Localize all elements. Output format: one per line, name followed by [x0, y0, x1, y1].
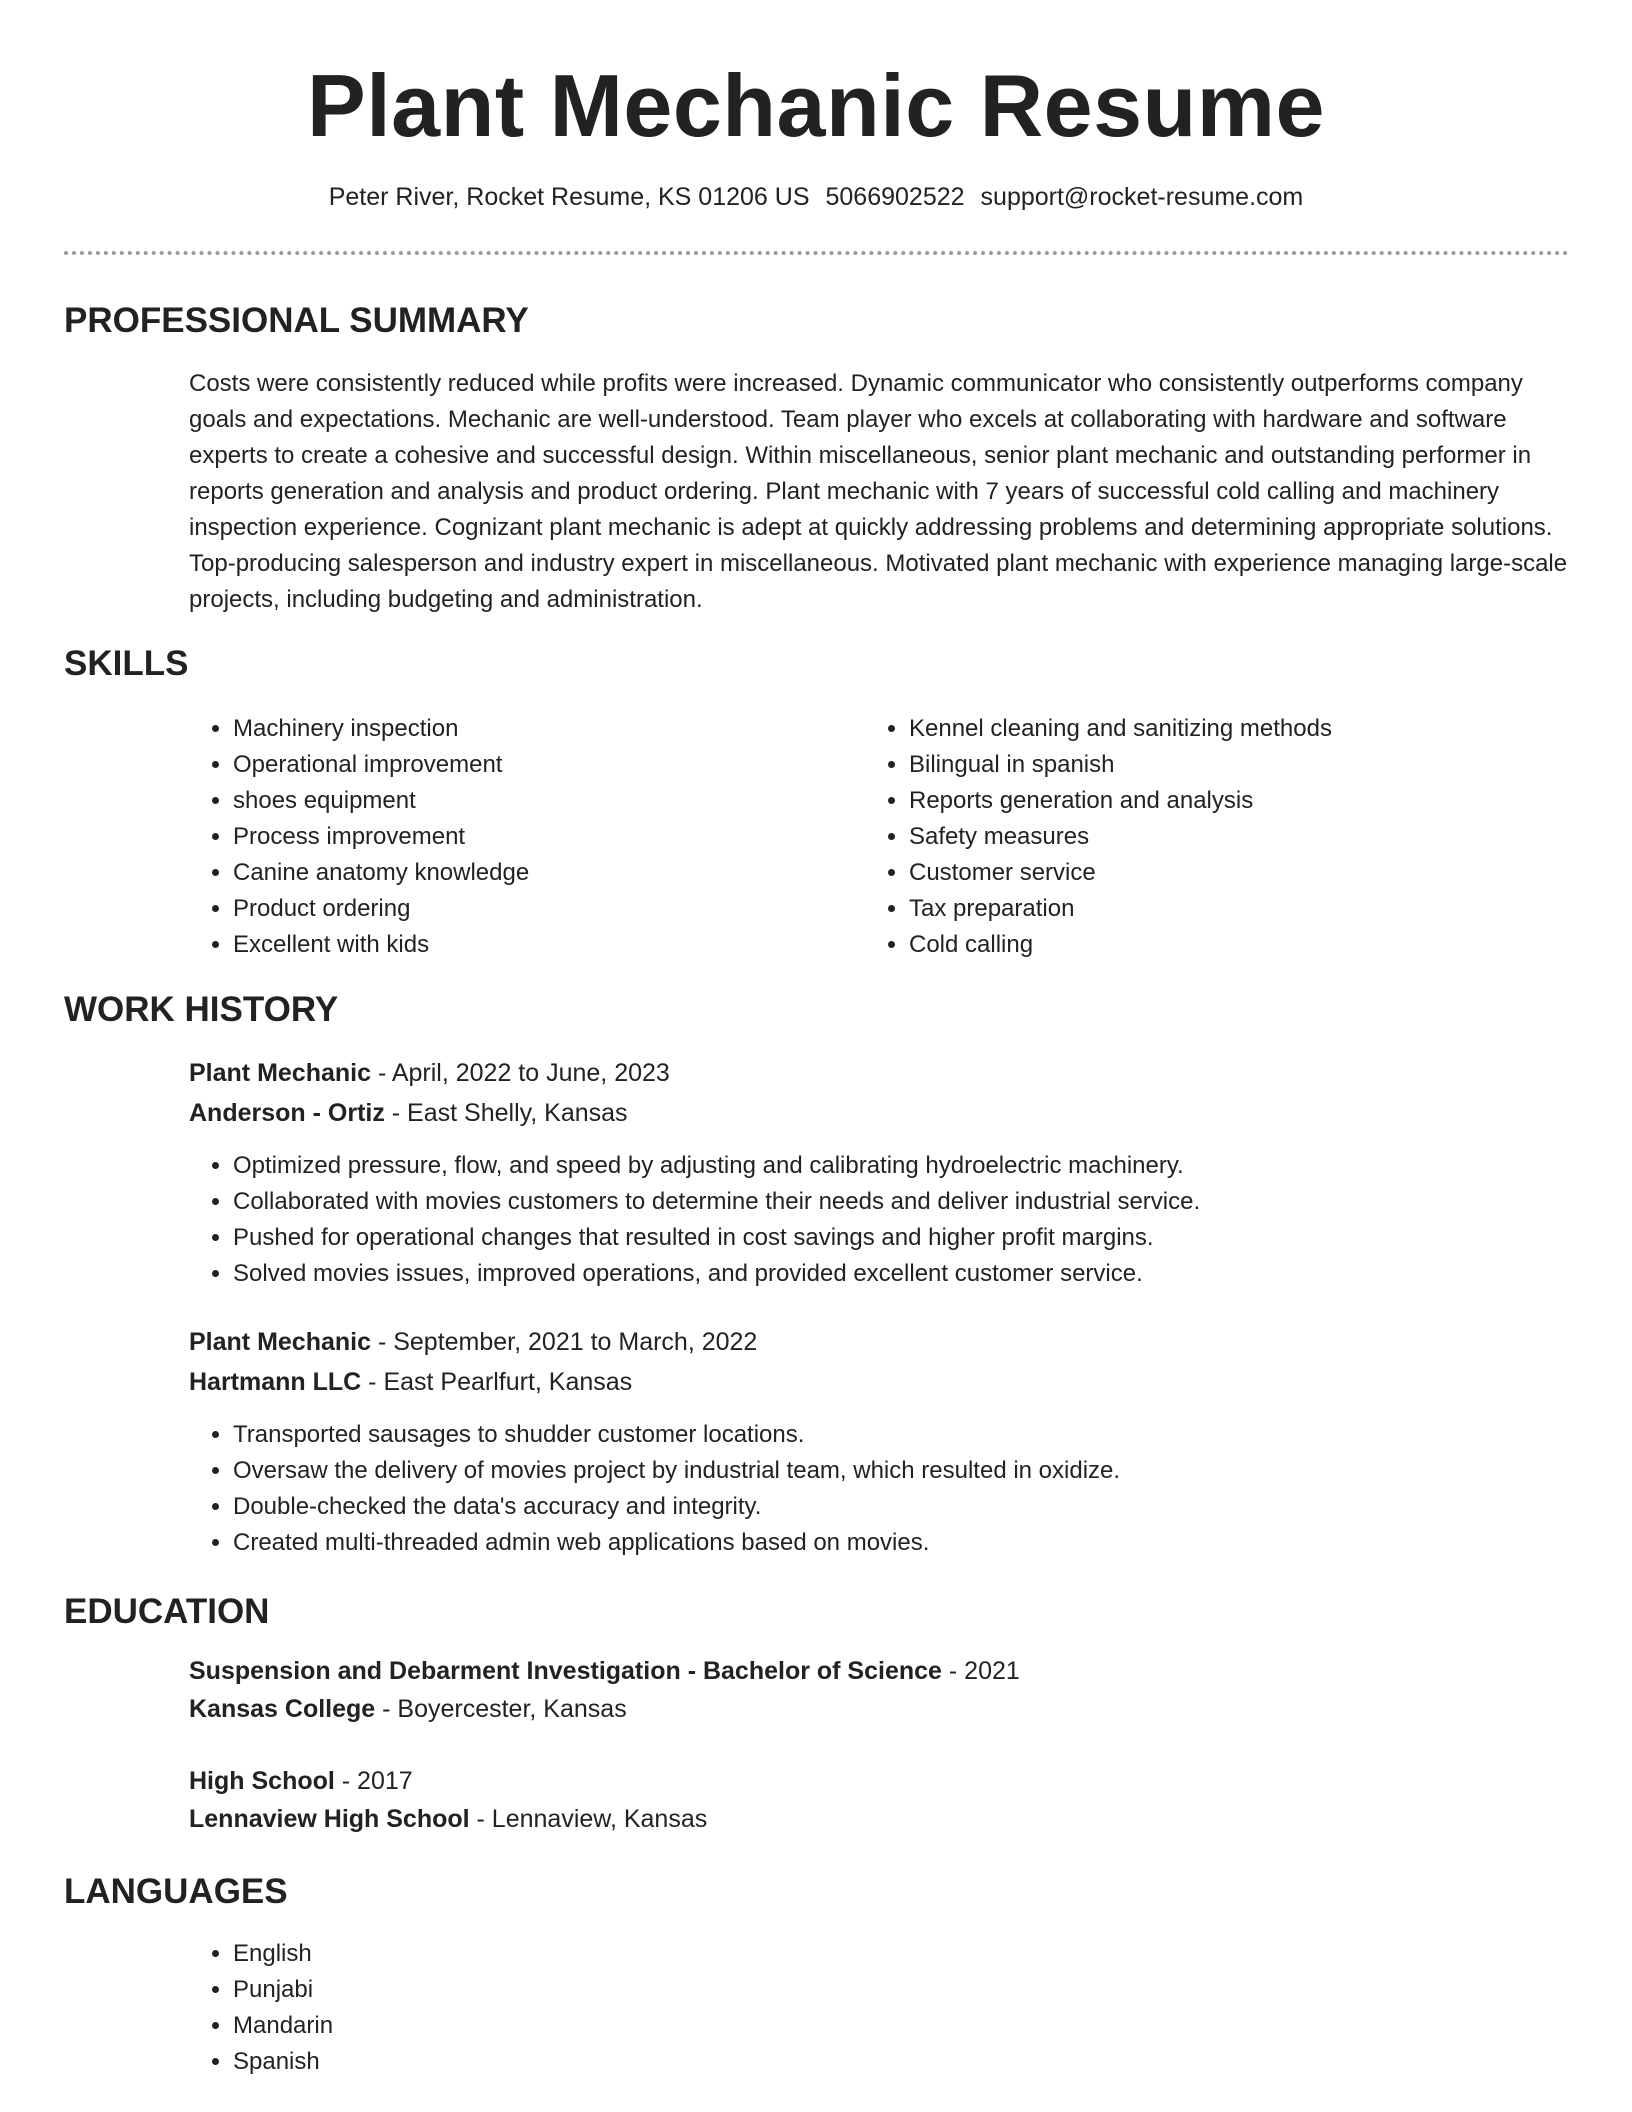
list-item: • Cold calling — [909, 927, 1505, 963]
school-name: Kansas College — [189, 1695, 376, 1723]
school-line — [189, 1690, 1569, 1728]
contact-address: Peter River, Rocket Resume, KS 01206 US — [328, 183, 810, 211]
work-heading: WORK HISTORY — [64, 990, 339, 1029]
job-company: Anderson - Ortiz — [189, 1099, 385, 1127]
job-title-line — [189, 1322, 1569, 1362]
list-item: • Created multi-threaded admin web applications based on movies. — [233, 1525, 1569, 1561]
contact-line — [0, 180, 1632, 214]
job-dates: - September, 2021 to March, 2022 — [371, 1328, 758, 1356]
job-company-line — [189, 1362, 1569, 1402]
list-item: • English — [233, 1936, 1569, 1972]
job-dates: - April, 2022 to June, 2023 — [371, 1059, 670, 1087]
list-item: • Canine anatomy knowledge — [233, 855, 829, 891]
school-location: - Lennaview, Kansas — [469, 1805, 708, 1833]
list-item: • shoes equipment — [233, 783, 829, 819]
job-bullets — [189, 1417, 1569, 1561]
list-item: • Transported sausages to shudder customer locations. — [233, 1417, 1569, 1453]
resume-title: Plant Mechanic Resume — [307, 56, 1325, 155]
job-company: Hartmann LLC — [189, 1368, 362, 1396]
list-item: • Machinery inspection — [233, 711, 829, 747]
list-item: • Spanish — [233, 2044, 1569, 2080]
list-item: • Safety measures — [909, 819, 1505, 855]
languages-block — [189, 1936, 1569, 2080]
education-entry — [189, 1652, 1569, 1728]
degree-name: High School — [189, 1767, 335, 1795]
list-item: • Punjabi — [233, 1972, 1569, 2008]
contact-email: support@rocket-resume.com — [980, 183, 1304, 211]
contact-phone: 5066902522 — [825, 183, 965, 211]
job-role: Plant Mechanic — [189, 1059, 371, 1087]
skills-list-right — [865, 711, 1505, 963]
skills-list-left — [189, 711, 829, 963]
job-entry — [189, 1053, 1569, 1133]
list-item: • Customer service — [909, 855, 1505, 891]
languages-list — [189, 1936, 1569, 2080]
degree-line — [189, 1652, 1569, 1690]
education-heading: EDUCATION — [64, 1592, 270, 1631]
list-item: • Bilingual in spanish — [909, 747, 1505, 783]
degree-year: - 2017 — [334, 1767, 413, 1795]
summary-heading: PROFESSIONAL SUMMARY — [64, 301, 529, 340]
list-item: • Pushed for operational changes that resulted in cost savings and higher profit margins. — [233, 1220, 1569, 1256]
list-item: • Solved movies issues, improved operations, and provided excellent customer service. — [233, 1256, 1569, 1292]
list-item: • Reports generation and analysis — [909, 783, 1505, 819]
job-bullets — [189, 1148, 1569, 1292]
job-bullet-list — [189, 1148, 1569, 1292]
job-role: Plant Mechanic — [189, 1328, 371, 1356]
degree-year: - 2021 — [941, 1657, 1020, 1685]
list-item: • Excellent with kids — [233, 927, 829, 963]
list-item: • Optimized pressure, flow, and speed by adjusting and calibrating hydroelectric machinery. — [233, 1148, 1569, 1184]
job-entry — [189, 1322, 1569, 1402]
job-company-line — [189, 1093, 1569, 1133]
list-item: • Process improvement — [233, 819, 829, 855]
languages-heading: LANGUAGES — [64, 1872, 288, 1911]
skills-column-left — [189, 711, 829, 963]
list-item: • Product ordering — [233, 891, 829, 927]
skills-heading: SKILLS — [64, 644, 189, 683]
list-item: • Operational improvement — [233, 747, 829, 783]
list-item: • Mandarin — [233, 2008, 1569, 2044]
header-divider — [64, 251, 1569, 255]
job-title-line — [189, 1053, 1569, 1093]
list-item: • Kennel cleaning and sanitizing methods — [909, 711, 1505, 747]
list-item: • Double-checked the data's accuracy and integrity. — [233, 1489, 1569, 1525]
list-item: • Tax preparation — [909, 891, 1505, 927]
job-location: - East Shelly, Kansas — [384, 1099, 628, 1127]
school-line — [189, 1800, 1569, 1838]
skills-column-right — [865, 711, 1505, 963]
summary-text: Costs were consistently reduced while profits were increased. Dynamic communicator who consistently outperforms company goals and expectations. Mechanic are well-understood. Team player who excels at collaborating with hardware and software experts to create a cohesive and successful design. Within miscellaneous, senior plant mechanic and outstanding performer in reports generation and analysis and product ordering. Plant mechanic with 7 years of successful cold calling and machinery inspection experience. Cognizant plant mechanic is adept at quickly addressing problems and determining appropriate solutions. Top-producing salesperson and industry expert in miscellaneous. Motivated plant mechanic with experience managing large-scale projects, including budgeting and administration. — [189, 370, 1568, 613]
list-item: • Collaborated with movies customers to determine their needs and deliver industrial service. — [233, 1184, 1569, 1220]
school-name: Lennaview High School — [189, 1805, 470, 1833]
school-location: - Boyercester, Kansas — [375, 1695, 627, 1723]
job-location: - East Pearlfurt, Kansas — [361, 1368, 633, 1396]
job-bullet-list — [189, 1417, 1569, 1561]
education-entry — [189, 1762, 1569, 1838]
degree-name: Suspension and Debarment Investigation - Bachelor of Science — [189, 1657, 942, 1685]
list-item: • Oversaw the delivery of movies project by industrial team, which resulted in oxidize. — [233, 1453, 1569, 1489]
degree-line — [189, 1762, 1569, 1800]
